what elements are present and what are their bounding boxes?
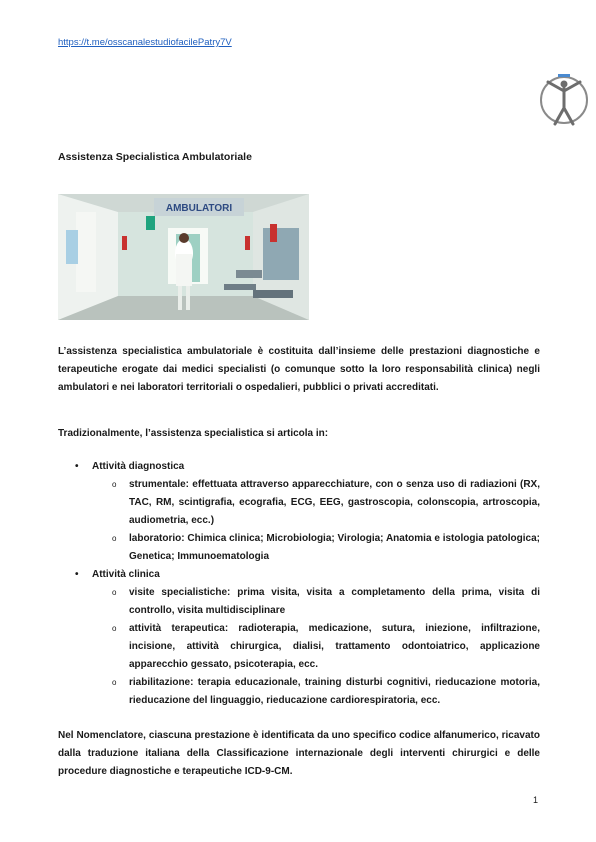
bullet-icon: • <box>75 461 79 472</box>
list-item-clinica <box>58 566 540 584</box>
sub-item-text: riabilitazione: terapia educazionale, training disturbi cognitivi, rieducazione motoria, rieducazione del linguaggio, rieducazione cardiorespiratoria, ecc. <box>129 677 540 706</box>
service-list <box>58 458 540 710</box>
page-title: Assistenza Specialistica Ambulatoriale <box>58 151 252 163</box>
lead-paragraph: Tradizionalmente, l’assistenza specialistica si articola in: <box>58 428 329 439</box>
sub-bullet-icon: o <box>112 588 117 597</box>
ambulatori-sign: AMBULATORI <box>165 203 233 214</box>
sub-item-text: visite specialistiche: prima visita, visita a completamento della prima, visita di controllo, visita multidisciplinare <box>129 587 540 616</box>
telegram-link[interactable]: https://t.me/osscanalestudiofacilePatry7V <box>58 37 232 48</box>
sub-item-riabilitazione <box>58 674 540 710</box>
sub-bullet-icon: o <box>112 624 117 633</box>
list-item-diagnostica <box>58 458 540 476</box>
intro-paragraph: L’assistenza specialistica ambulatoriale è costituita dall’insieme delle prestazioni diagnostiche e terapeutiche erogate dai medici specialisti (o comunque sotto la loro responsabilità clinica) negli ambulatori e nei laboratori territoriali o ospedalieri, pubblici o privati accreditati. <box>58 346 540 393</box>
sub-item-text: laboratorio: Chimica clinica; Microbiologia; Virologia; Anatomia e istologia patologica; Genetica; Immunoematologia <box>129 533 540 562</box>
sub-bullet-icon: o <box>112 534 117 543</box>
sub-item-laboratorio <box>58 530 540 566</box>
list-item-label: Attività clinica <box>92 569 160 580</box>
sub-item-visite <box>58 584 540 620</box>
list-item-label: Attività diagnostica <box>92 461 185 472</box>
sub-item-text: strumentale: effettuata attraverso apparecchiature, con o senza uso di radiazioni (RX, TAC, RM, scintigrafia, ecografia, ECG, EEG, gastroscopia, colonscopia, artroscopia, audiometria, ecc.) <box>129 479 540 526</box>
bullet-icon: • <box>75 569 79 580</box>
page-number: 1 <box>533 795 539 805</box>
sub-item-terapeutica <box>58 620 540 674</box>
ambulatori-corridor-photo <box>58 194 309 320</box>
sub-bullet-icon: o <box>112 480 117 489</box>
closing-paragraph: Nel Nomenclatore, ciascuna prestazione è identificata da uno specifico codice alfanumerico, ricavato dalla traduzione italiana della Classificazione internazionale degli interventi chirurgici e delle procedure diagnostiche e terapeutiche ICD-9-CM. <box>58 730 540 777</box>
sub-item-text: attività terapeutica: radioterapia, medicazione, sutura, iniezione, infiltrazione, incisione, attività chirurgica, dialisi, trattamento odontoiatrico, applicazione apparecchio gessato, psicoterapia, ecc. <box>129 623 540 670</box>
sub-item-strumentale <box>58 476 540 530</box>
vitruvian-logo-icon <box>538 70 590 128</box>
sub-bullet-icon: o <box>112 678 117 687</box>
